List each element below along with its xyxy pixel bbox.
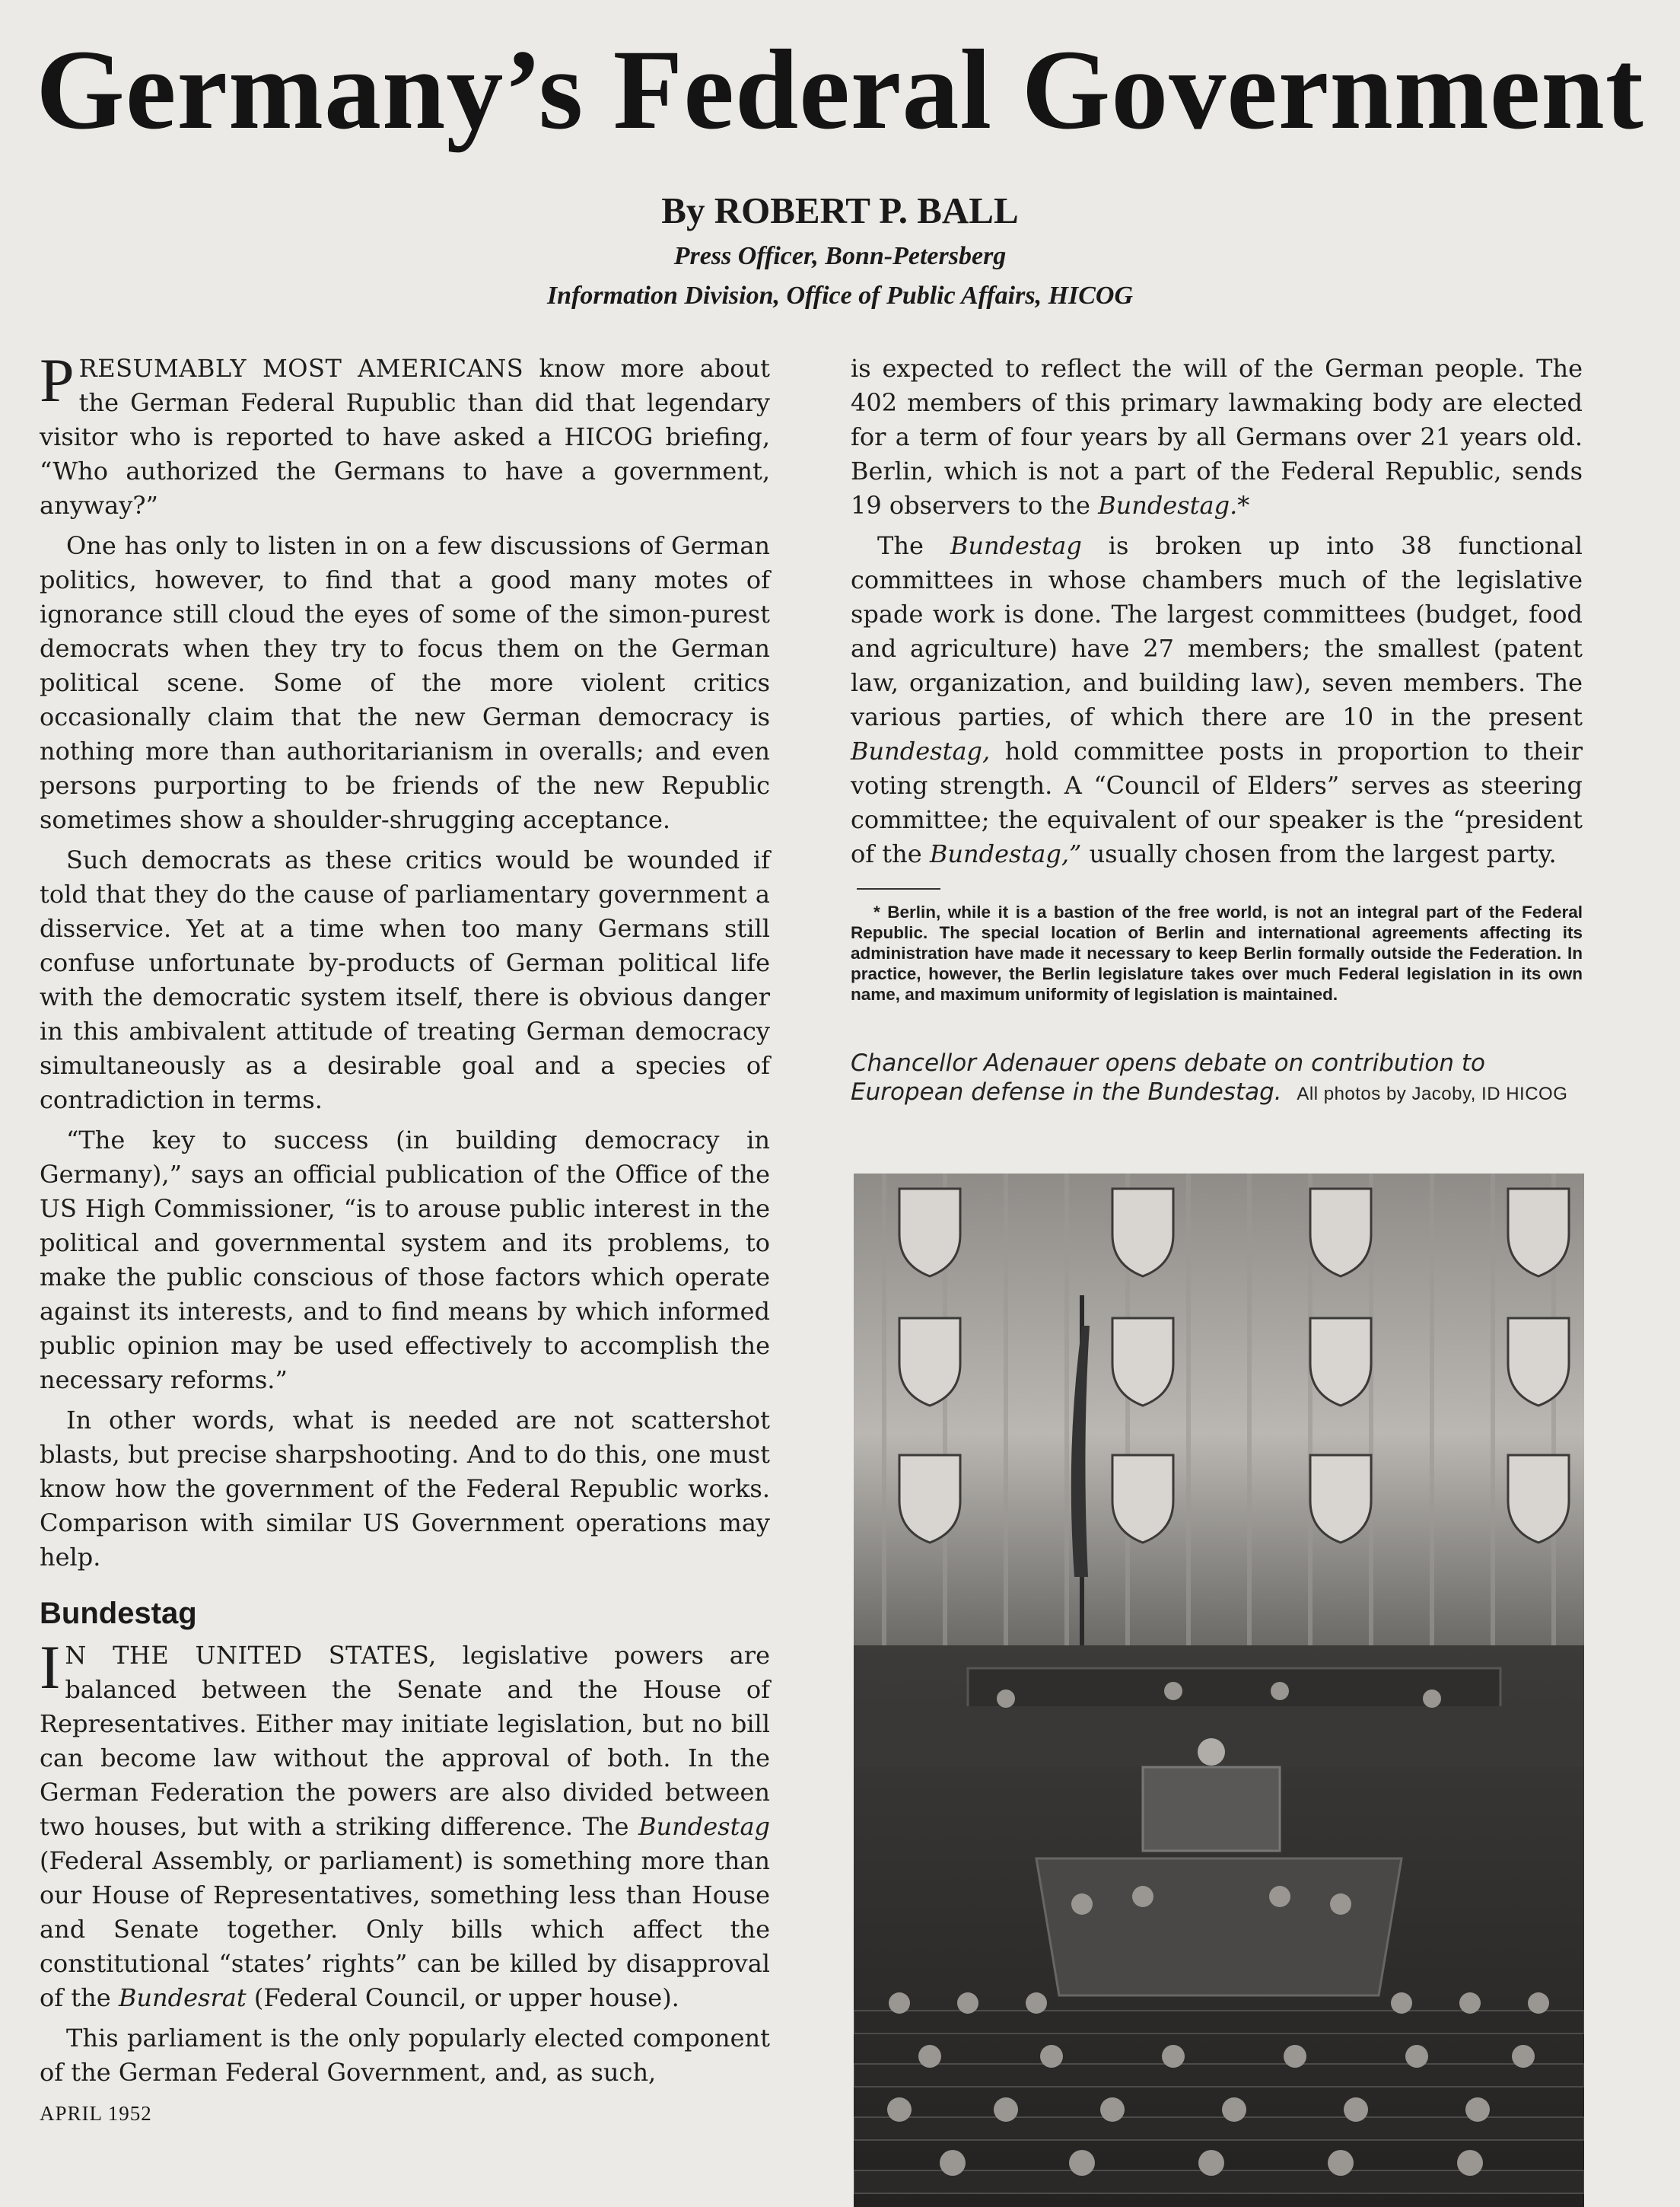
paragraph-text: is broken up into 38 functional committees in whose chambers much of the legislative spade work is done. The largest committees (budget, food and agriculture) have 27 members; the smallest (patent law, organization, and building law), seven members. The various parties, of which there are 10 in the present <box>851 531 1583 731</box>
paragraph-committees <box>851 529 1583 871</box>
paragraph-text: (Federal Assembly, or parliament) is something more than our House of Representatives, something less than House and Senate together. Only bills which affect the constitutional “states’ rights” can be killed by disapproval of the <box>40 1846 770 2012</box>
caption-text: Chancellor Adenauer opens debate on contribution to European defense in the Bundestag. <box>851 1049 1485 1106</box>
headline: Germany’s Federal Government <box>36 27 1644 153</box>
speaker-figure <box>1198 1738 1225 1766</box>
bundestag-chamber-illustration <box>854 1174 1584 2207</box>
term-emphasis: Bundestag, <box>851 737 991 766</box>
left-column <box>40 346 771 2090</box>
paragraph-text: know more about the German Federal Rupublic than did that legendary visitor who is reported to have asked a HICOG briefing, “Who authorized the Germans to have a government, anyway?” <box>40 354 771 520</box>
paragraph-continued <box>851 352 1583 523</box>
term-emphasis: Bundestag,” <box>929 839 1082 868</box>
paragraph-intro <box>40 346 771 523</box>
byline-role: Press Officer, Bonn-Petersberg <box>673 242 1007 270</box>
paragraph-bundestag <box>40 1632 771 2015</box>
drop-cap: I <box>40 1632 61 1702</box>
footnote: * Berlin, while it is a bastion of the free world, is not an integral part of the Federal Republic. The special location of Berlin and international agreements affecting its administration have made it necessary to keep Berlin formally outside the Federation. In practice, however, the Berlin legislature takes over much Federal legislation in its own name, and maximum uniformity of legislation is maintained. <box>851 903 1583 1004</box>
paragraph-text: (Federal Council, or upper house). <box>246 1983 679 2012</box>
paragraph-text: hold committee posts in proportion to their voting strength. A “Council of Elders” serves as steering committee; the equivalent of our speaker is the “president of the <box>851 737 1583 868</box>
paragraph: One has only to listen in on a few discussions of German politics, however, to find that a good many motes of ignorance still cloud the eyes of some of the simon-purest democrats when they try to focus them on the German political scene. Some of the more violent critics occasionally claim that the new German democracy is nothing more than authoritarianism in overalls; and even persons purporting to be friends of the new Republic sometimes show a shoulder-shrugging acceptance. <box>40 531 770 834</box>
lead-in: RESUMABLY MOST AMERICANS <box>78 354 524 383</box>
paragraph: In other words, what is needed are not scattershot blasts, but precise sharpshooting. And to do this, one must know how the government of the Federal Republic works. Comparison with similar US Government operations may help. <box>40 1406 770 1572</box>
byline-division: Information Division, Office of Public Affairs, HICOG <box>546 282 1134 310</box>
folio-date: APRIL 1952 <box>40 2102 152 2125</box>
photo-credit: All photos by Jacoby, ID HICOG <box>1297 1084 1568 1104</box>
paragraph: This parliament is the only popularly elected component of the German Federal Government, and, as such, <box>40 2024 770 2087</box>
photo-caption <box>851 1049 1583 1109</box>
right-column <box>851 352 1583 1109</box>
drop-cap: P <box>40 346 75 415</box>
term-emphasis: Bundestag <box>950 531 1082 560</box>
paragraph-text: usually chosen from the largest party. <box>1081 839 1557 868</box>
paragraph-quote: “The key to success (in building democracy in Germany),” says an official publication of the Office of the US High Commissioner, “is to arouse public interest in the political and governmental system and its problems, to make the public conscious of those factors which operate against its interests, and to find means by which informed public opinion may be used effectively to accomplish the necessary reforms.” <box>40 1126 770 1394</box>
paragraph-text: legislative powers are balanced between the Senate and the House of Representatives. Either may initiate legislation, but no bill can become law without the approval of both. In the German Federation the powers are also divided between two houses, but with a striking difference. The <box>40 1641 771 1841</box>
term-emphasis: Bundestag.* <box>1098 491 1250 520</box>
byline-author: By ROBERT P. BALL <box>661 189 1019 231</box>
speakers-rostrum <box>1036 1858 1402 1995</box>
paragraph: Such democrats as these critics would be wounded if told that they do the cause of parliamentary government a disservice. Yet at a time when too many Germans still confuse unfortunate by-products of German political life with the democratic system itself, there is obvious danger in this ambivalent attitude of treating German democracy simultaneously as a desirable goal and a species of contradiction in terms. <box>40 846 770 1114</box>
paragraph-text: is expected to reflect the will of the German people. The 402 members of this primary lawmaking body are elected for a term of four years by all Germans over 21 years old. Berlin, which is not a part of the Federal Republic, sends 19 observers to the <box>851 354 1583 520</box>
term-emphasis: Bundestag <box>638 1812 770 1841</box>
paragraph-text: The <box>877 531 950 560</box>
section-heading: Bundestag <box>40 1597 197 1630</box>
lead-in: N THE UNITED STATES, <box>65 1641 437 1670</box>
term-emphasis: Bundesrat <box>118 1983 247 2012</box>
bundestag-photo <box>854 1174 1584 2207</box>
footnote-rule <box>857 888 940 890</box>
